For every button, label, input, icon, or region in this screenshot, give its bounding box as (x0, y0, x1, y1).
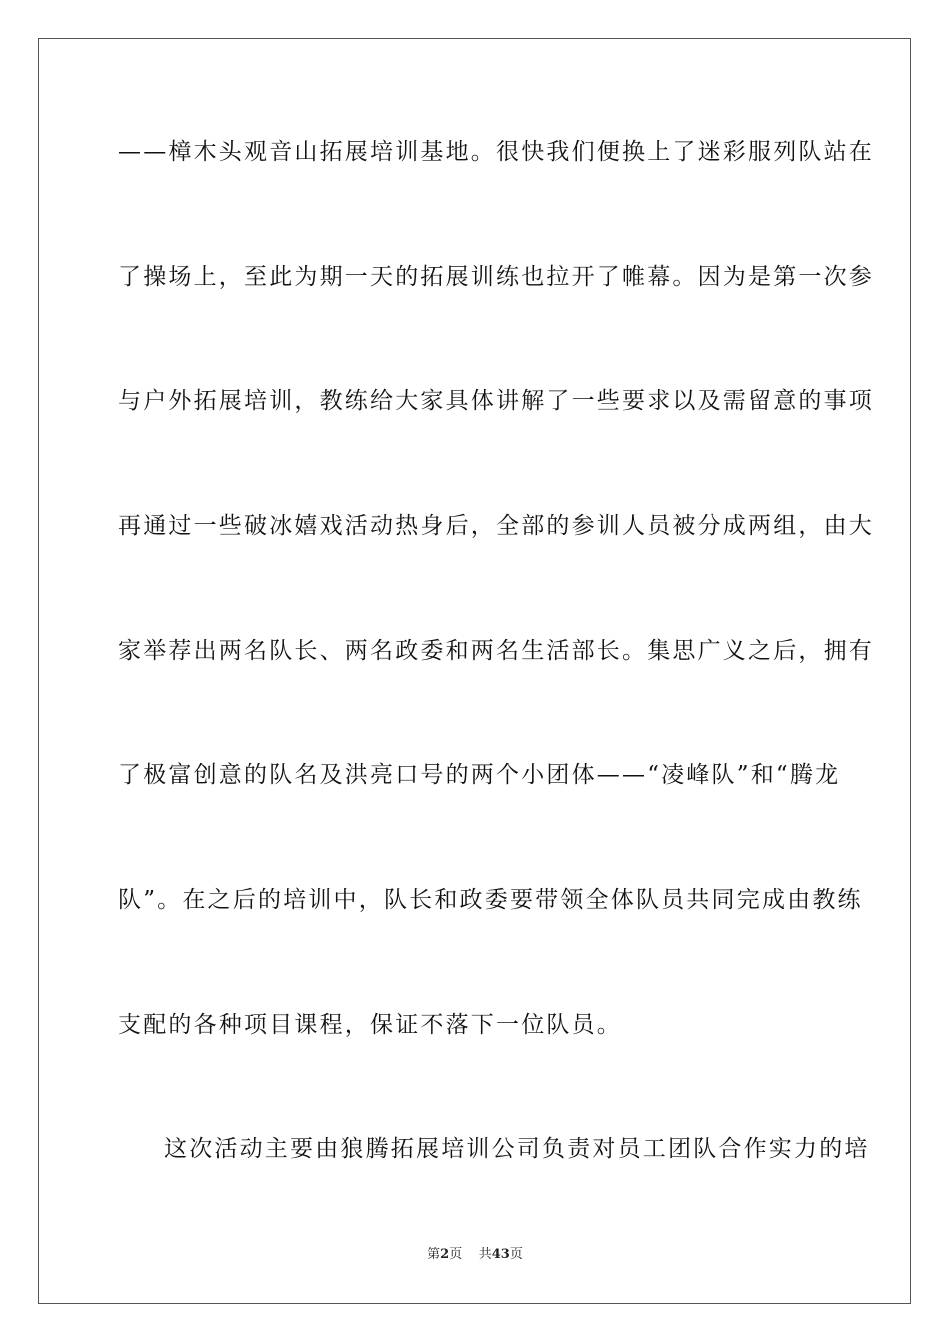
total-suffix: 页 (509, 1247, 523, 1262)
body-line-1: ——樟木头观音山拓展培训基地。很快我们便换上了迷彩服列队站在 (118, 139, 874, 165)
page-suffix: 页 (449, 1247, 463, 1262)
page-border (38, 38, 911, 1304)
page-number: 2 (440, 1247, 450, 1262)
total-prefix: 共 (478, 1247, 492, 1262)
body-line-6: 了极富创意的队名及洪亮口号的两个小团体——“凌峰队”和“腾龙 (118, 762, 841, 788)
body-line-2: 了操场上，至此为期一天的拓展训练也拉开了帷幕。因为是第一次参 (118, 264, 874, 290)
paragraph-start-line: 这次活动主要由狼腾拓展培训公司负责对员工团队合作实力的培 (164, 1136, 870, 1162)
body-line-4: 再通过一些破冰嬉戏活动热身后，全部的参训人员被分成两组，由大 (118, 513, 874, 539)
body-line-5: 家举荐出两名队长、两名政委和两名生活部长。集思广义之后，拥有 (118, 638, 874, 664)
body-line-3: 与户外拓展培训，教练给大家具体讲解了一些要求以及需留意的事项 (118, 388, 874, 414)
page-footer (0, 1246, 950, 1264)
body-line-8: 支配的各种项目课程，保证不落下一位队员。 (118, 1012, 622, 1038)
body-line-7: 队”。在之后的培训中，队长和政委要带领全体队员共同完成由教练 (118, 887, 863, 913)
page-prefix: 第 (427, 1247, 441, 1262)
total-pages: 43 (491, 1247, 510, 1262)
